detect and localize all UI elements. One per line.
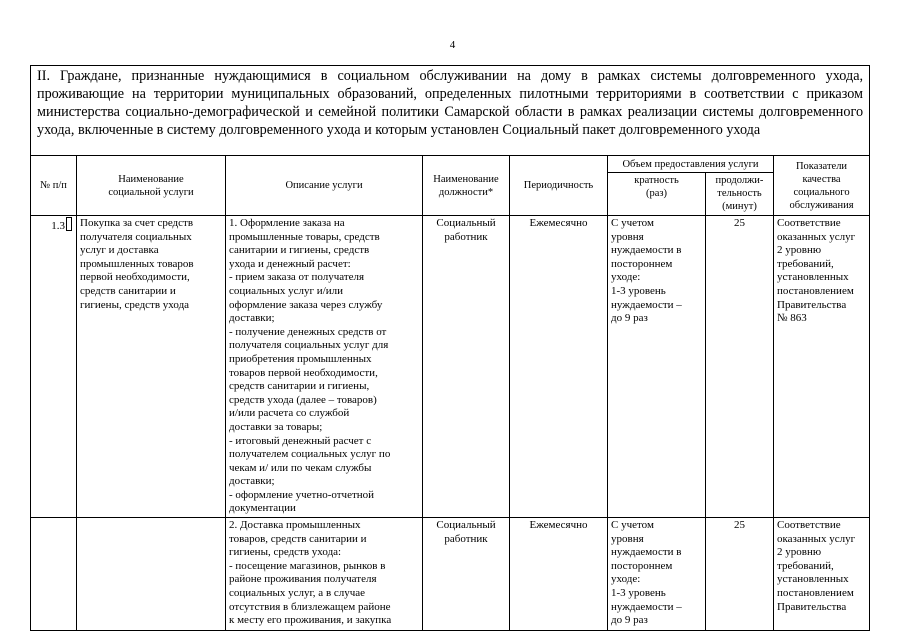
section-heading: II. Граждане, признанные нуждающимися в социальном обслуживании на дому в рамках системы долговременного ухода, проживающие на территории муниципальных образований, определенных пилотными территориями в соответствии с приказом министерства социально-демографической и семейной политики Самарской области в рамках реализации системы долговременного ухода, включенные в систему долговременного ухода и которым установлен Социальный пакет долговременного ухода	[31, 66, 870, 156]
text-line: С учетом	[611, 519, 654, 532]
position-cell	[423, 216, 510, 518]
text-line: средств санитарии и гигиены,	[229, 380, 370, 393]
quality-cell	[774, 216, 870, 518]
text-line: - итоговый денежный расчет с	[229, 434, 372, 447]
text-line: нуждаемости –	[611, 600, 682, 613]
header-num: № п/п	[31, 156, 77, 216]
text-line: санитарии и гигиены, средств	[229, 244, 370, 257]
text-line: до 9 раз	[611, 312, 648, 325]
text-line: доставки;	[229, 312, 275, 325]
text-line: Показатели	[795, 160, 848, 172]
text-line: промышленных товаров	[80, 257, 194, 270]
text-line: промышленные товары, средств	[229, 230, 380, 243]
periodicity-cell: Ежемесячно	[510, 216, 608, 518]
text-line: до 9 раз	[611, 614, 648, 627]
text-line: получателя социальных услуг для	[229, 339, 389, 352]
text-line: Правительства	[777, 600, 847, 613]
text-line: уходе:	[611, 573, 641, 586]
text-line: товаров первой необходимости,	[229, 366, 378, 379]
quality-cell	[774, 518, 870, 631]
text-line: нуждаемости –	[611, 298, 682, 311]
row-number	[31, 518, 77, 631]
multiplicity-cell	[608, 518, 706, 631]
table-row	[31, 216, 870, 518]
header-description: Описание услуги	[226, 156, 423, 216]
text-line: районе проживания получателя	[229, 573, 377, 586]
text-line: уровня	[611, 230, 644, 243]
table-row	[31, 518, 870, 631]
text-line: Социальный	[436, 217, 496, 229]
text-line: социального	[793, 186, 850, 198]
text-line: доставки за товары;	[229, 420, 323, 433]
text-line: кратность	[634, 175, 679, 186]
text-line: нуждаемости в	[611, 546, 682, 559]
header-row	[31, 156, 870, 173]
service-name-cell	[77, 518, 226, 631]
header-duration	[706, 173, 774, 216]
position-cell	[423, 518, 510, 631]
text-line: продолжи-	[715, 175, 764, 186]
text-line: требований,	[777, 257, 834, 270]
duration-cell: 25	[706, 216, 774, 518]
text-line: 2. Доставка промышленных	[229, 519, 361, 532]
text-line: приобретения промышленных	[229, 352, 372, 365]
text-line: ухода и денежный расчет:	[229, 257, 351, 270]
text-line: постороннем	[611, 257, 673, 270]
text-line: (раз)	[645, 188, 668, 199]
row-number	[31, 216, 77, 518]
text-line: № 863	[777, 312, 807, 325]
text-line: гигиены, средств ухода	[80, 298, 190, 311]
header-multiplicity	[608, 173, 706, 216]
text-line: С учетом	[611, 217, 654, 229]
text-line: тельность	[717, 188, 762, 199]
description-cell	[226, 518, 423, 631]
text-line: первой необходимости,	[80, 271, 190, 284]
text-line: Соответствие	[777, 519, 841, 532]
text-line: и/или расчета со службой	[229, 407, 350, 420]
text-line: отсутствия в близлежащем районе	[229, 600, 391, 613]
text-line: 2 уровню	[777, 244, 822, 257]
text-line: - прием заказа от получателя	[229, 271, 365, 284]
services-table	[30, 65, 870, 631]
text-line: постановлением	[777, 587, 854, 600]
text-line: гигиены, средств ухода:	[229, 546, 342, 559]
text-line: уровня	[611, 532, 644, 545]
text-line: Правительства	[777, 298, 847, 311]
section-heading-row	[31, 66, 870, 156]
text-line: социальных услуг и/или	[229, 284, 344, 297]
text-line: работник	[444, 532, 488, 545]
duration-cell: 25	[706, 518, 774, 631]
text-line: чекам и/ или по чекам службы	[229, 461, 372, 474]
text-line: Социальный	[436, 519, 496, 532]
text-line: 1. Оформление заказа на	[229, 217, 345, 229]
multiplicity-cell	[608, 216, 706, 518]
text-line: работник	[444, 230, 488, 243]
text-line: Покупка за счет средств	[80, 217, 194, 229]
row-number-text: 1.3	[51, 220, 65, 232]
text-line: уходе:	[611, 271, 641, 284]
text-line: к месту его проживания, и закупка	[229, 614, 392, 627]
service-name-cell	[77, 216, 226, 518]
header-service-name	[77, 156, 226, 216]
periodicity-cell: Ежемесячно	[510, 518, 608, 631]
text-line: документации	[229, 502, 296, 515]
text-line: 1-3 уровень	[611, 284, 666, 297]
text-line: доставки;	[229, 475, 275, 488]
text-line: Наименование	[118, 173, 184, 185]
page-number: 4	[449, 39, 456, 51]
text-line: оформление заказа через службу	[229, 298, 383, 311]
description-cell	[226, 216, 423, 518]
text-line: средств санитарии и	[80, 284, 176, 297]
text-line: средств ухода (далее – товаров)	[229, 393, 377, 406]
text-line: оказанных услуг	[777, 230, 856, 243]
text-line: качества	[802, 173, 841, 185]
text-line: 2 уровню	[777, 546, 822, 559]
text-line: - посещение магазинов, рынков в	[229, 559, 386, 572]
text-line: нуждаемости в	[611, 244, 682, 257]
text-cursor-icon	[66, 217, 72, 231]
text-line: - оформление учетно-отчетной	[229, 488, 375, 501]
text-line: социальных услуг, а в случае	[229, 587, 366, 600]
header-position	[423, 156, 510, 216]
text-line: социальной услуги	[108, 186, 194, 198]
text-line: услуг и доставка	[80, 244, 159, 257]
text-line: установленных	[777, 271, 849, 284]
header-volume: Объем предоставления услуги	[608, 156, 774, 173]
text-line: Соответствие	[777, 217, 841, 229]
text-line: установленных	[777, 573, 849, 586]
text-line: (минут)	[722, 201, 757, 212]
text-line: постороннем	[611, 559, 673, 572]
text-line: 1-3 уровень	[611, 587, 666, 600]
text-line: Наименование	[433, 173, 499, 185]
text-line: обслуживания	[789, 199, 854, 211]
text-line: получателя социальных	[80, 230, 192, 243]
header-quality	[774, 156, 870, 216]
text-line: постановлением	[777, 284, 854, 297]
text-line: должности*	[438, 186, 494, 198]
text-line: получателем социальных услуг по	[229, 448, 391, 461]
text-line: - получение денежных средств от	[229, 325, 387, 338]
header-periodicity: Периодичность	[510, 156, 608, 216]
text-line: оказанных услуг	[777, 532, 856, 545]
text-line: товаров, средств санитарии и	[229, 532, 367, 545]
text-line: требований,	[777, 559, 834, 572]
